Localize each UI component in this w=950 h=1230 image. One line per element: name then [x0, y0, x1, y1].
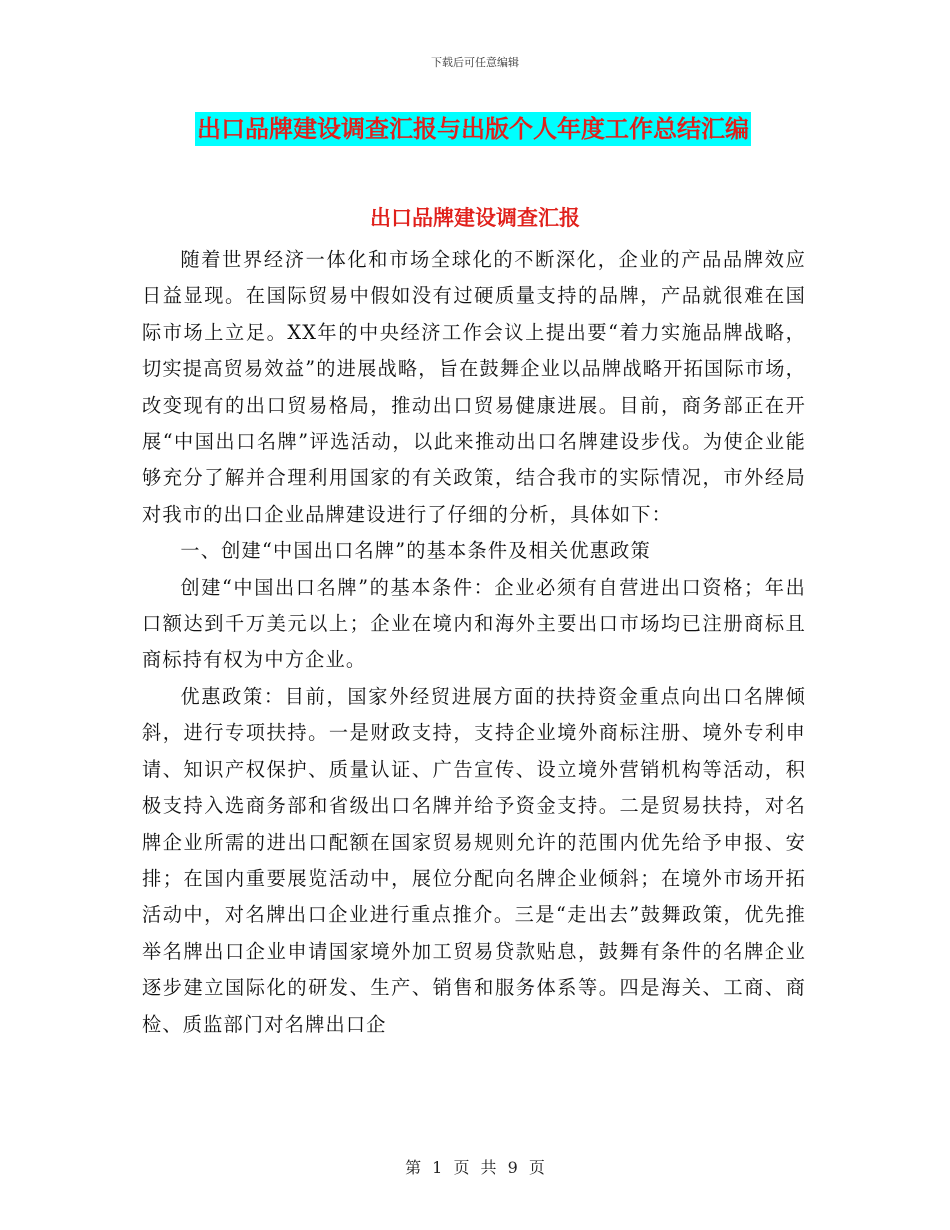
- page-number: 第 1 页 共 9 页: [405, 1158, 545, 1177]
- document-body: [142, 242, 806, 1043]
- page-header-note: 下载后可任意编辑: [431, 56, 519, 69]
- paragraph-heading-1: 一、创建“中国出口名牌”的基本条件及相关优惠政策: [180, 539, 651, 563]
- paragraph-intro: 随着世界经济一体化和市场全球化的不断深化，企业的产品品牌效应日益显现。在国际贸易中假如没有过硬质量支持的品牌，产品就很难在国际市场上立足。XX年的中央经济工作会议上提出要“着力实施品牌战略，切实提高贸易效益”的进展战略，旨在鼓舞企业以品牌战略开拓国际市场，改变现有的出口贸易格局，推动出口贸易健康进展。目前，商务部正在开展“中国出口名牌”评选活动，以此来推动出口名牌建设步伐。为使企业能够充分了解并合理利用国家的有关政策，结合我市的实际情况，市外经局对我市的出口企业品牌建设进行了仔细的分析，具体如下：: [142, 248, 806, 526]
- document-title-text: 出口品牌建设调查汇报与出版个人年度工作总结汇编: [195, 112, 751, 146]
- paragraph-conditions: 创建“中国出口名牌”的基本条件：企业必须有自营进出口资格；年出口额达到千万美元以上；企业在境内和海外主要出口市场均已注册商标且商标持有权为中方企业。: [142, 575, 806, 672]
- document-title: [195, 112, 801, 146]
- section-title: 出口品牌建设调查汇报: [370, 205, 580, 230]
- paragraph-policies: 优惠政策：目前，国家外经贸进展方面的扶持资金重点向出口名牌倾斜，进行专项扶持。一是财政支持，支持企业境外商标注册、境外专利申请、知识产权保护、质量认证、广告宣传、设立境外营销机构等活动，积极支持入选商务部和省级出口名牌并给予资金支持。二是贸易扶持，对名牌企业所需的进出口配额在国家贸易规则允许的范围内优先给予申报、安排；在国内重要展览活动中，展位分配向名牌企业倾斜；在境外市场开拓活动中，对名牌出口企业进行重点推介。三是“走出去”鼓舞政策，优先推举名牌出口企业申请国家境外加工贸易贷款贴息，鼓舞有条件的名牌企业逐步建立国际化的研发、生产、销售和服务体系等。四是海关、工商、商检、质监部门对名牌出口企: [142, 684, 806, 1036]
